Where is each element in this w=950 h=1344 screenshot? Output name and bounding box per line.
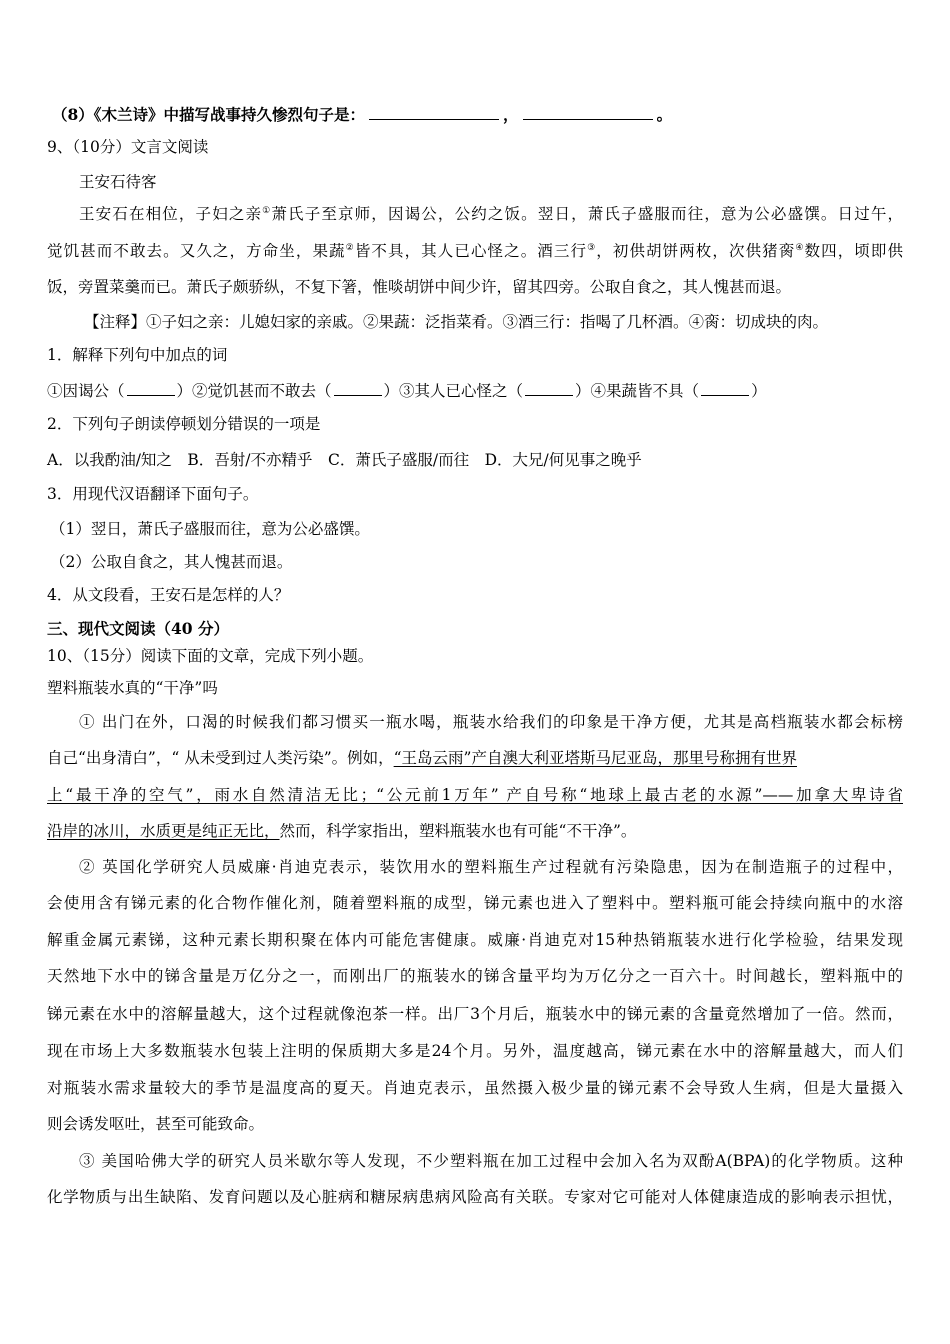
q10-header: 10、（15分）阅读下面的文章，完成下列小题。 <box>47 647 374 665</box>
q8-blank-1[interactable] <box>369 103 499 120</box>
q9-passage-line: 饭，旁置菜羹而已。萧氏子颇骄纵，不复下箸，惟啖胡饼中间少许，留其四旁。公取自食之，其人愧甚而退。 <box>47 278 792 296</box>
q10-para2-line: 锑元素在水中的溶解量越大，这个过程就像泡茶一样。出厂3个月后，瓶装水中的锑元素的含量竟然增加了一倍。然而， <box>47 1005 903 1023</box>
q9-sub1-blank[interactable] <box>334 379 382 396</box>
q10-para2-line: 解重金属元素锑，这种元素长期积聚在体内可能危害健康。威廉·肖迪克对15种热销瓶装水进行化学检验，结果发现 <box>47 931 903 949</box>
q9-sub2-options: A．以我酌油/知之 B．吾射/不亦精乎 C．萧氏子盛服/而往 D．大兄/何见事之晚乎 <box>47 451 642 469</box>
q9-sub1-blank[interactable] <box>701 379 749 396</box>
q10-para2-line: ② 英国化学研究人员威廉·肖迪克表示，装饮用水的塑料瓶生产过程就有污染隐患，因为在制造瓶子的过程中， <box>79 858 903 876</box>
q10-para1-line: 沿岸的冰川，水质更是纯正无比，然而，科学家指出，塑料瓶装水也有可能“不干净”。 <box>47 822 637 840</box>
q10-para1-line: ① 出门在外，口渴的时候我们都习惯买一瓶水喝，瓶装水给我们的印象是干净方便，尤其是高档瓶装水都会标榜 <box>79 713 903 731</box>
q9-sub3-item-2: （2）公取自食之，其人愧甚而退。 <box>50 553 293 571</box>
q10-para1-line: 自己“出身清白”，“ 从未受到过人类污染”。例如，“王岛云雨”产自澳大利亚塔斯马尼亚岛，那里号称拥有世界 <box>47 749 797 767</box>
q10-para2-line: 现在市场上大多数瓶装水包装上注明的保质期大多是24个月。另外，温度越高，锑元素在水中的溶解量越大，而人们 <box>47 1042 903 1060</box>
q10-para1-line: 上“最干净的空气”，雨水自然清洁无比；“公元前1万年” 产自号称“地球上最古老的水源”——加拿大卑诗省 <box>47 786 903 804</box>
q10-article-title: 塑料瓶装水真的“干净”吗 <box>47 679 218 697</box>
q9-sub4-title: 4．从文段看，王安石是怎样的人？ <box>47 586 290 604</box>
section-heading: 三、现代文阅读（40 分） <box>47 619 229 638</box>
q9-sub1-items: ①因谒公（ ）②觉饥甚而不敢去（ ）③其人已心怪之（ ）④果蔬皆不具（ ） <box>47 379 767 401</box>
q10-para3-line: 化学物质与出生缺陷、发育问题以及心脏病和糖尿病患病风险高有关联。专家对它可能对人体健康造成的影响表示担忧， <box>47 1188 903 1206</box>
q8-line: （8）《木兰诗》中描写战事持久惨烈句子是： ， 。 <box>52 105 673 124</box>
q10-para2-line: 天然地下水中的锑含量是万亿分之一，而刚出厂的瓶装水的锑含量平均为万亿分之一百六十。时间越长，塑料瓶中的 <box>47 967 903 985</box>
q9-sub3-item-1: （1）翌日，萧氏子盛服而往，意为公必盛馔。 <box>50 520 370 538</box>
q10-para2-line: 则会诱发呕吐，甚至可能致命。 <box>47 1115 265 1133</box>
q9-passage-line: 王安石在相位，子妇之亲①萧氏子至京师，因谒公，公约之饭。翌日，萧氏子盛服而往，意为公必盛馔。日过午， <box>79 205 903 223</box>
q9-sub2-title: 2．下列句子朗读停顿划分错误的一项是 <box>47 415 321 433</box>
q10-para3-line: ③ 美国哈佛大学的研究人员米歇尔等人发现，不少塑料瓶在加工过程中会加入名为双酚A(BPA)的化学物质。这种 <box>79 1152 903 1170</box>
q8-blank-2[interactable] <box>523 103 653 120</box>
q9-passage-title: 王安石待客 <box>79 173 157 191</box>
q9-header: 9、（10分）文言文阅读 <box>47 138 209 156</box>
underlined-text: 沿岸的冰川，水质更是纯正无比， <box>47 822 280 840</box>
q10-para2-line: 对瓶装水需求量较大的季节是温度高的夏天。肖迪克表示，虽然摄入极少量的锑元素不会导致人生病，但是大量摄入 <box>47 1079 903 1097</box>
q9-sub3-title: 3．用现代汉语翻译下面句子。 <box>47 485 259 503</box>
underlined-text: “王岛云雨”产自澳大利亚塔斯马尼亚岛，那里号称拥有世界 <box>393 749 797 767</box>
q9-passage-line: 觉饥甚而不敢去。又久之，方命坐，果蔬②皆不具，其人已心怪之。酒三行③，初供胡饼两枚，次供猪脔④数四，顷即供 <box>47 242 903 260</box>
q9-sub1-title: 1．解释下列句中加点的词 <box>47 346 228 364</box>
q9-notes: 【注释】①子妇之亲：儿媳妇家的亲戚。②果蔬：泛指菜肴。③酒三行：指喝了几杯酒。④脔：切成块的肉。 <box>84 313 829 331</box>
q10-para2-line: 会使用含有锑元素的化合物作催化剂，随着塑料瓶的成型，锑元素也进入了塑料中。塑料瓶可能会持续向瓶中的水溶 <box>47 894 903 912</box>
q9-sub1-blank[interactable] <box>525 379 573 396</box>
q9-sub1-blank[interactable] <box>127 379 175 396</box>
